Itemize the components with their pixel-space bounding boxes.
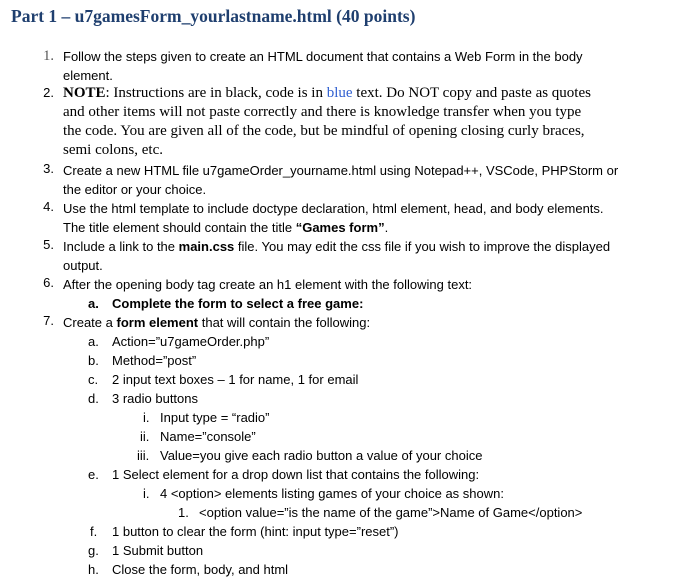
substep-text: Close the form, body, and html	[112, 562, 289, 577]
step-number: 7.	[43, 313, 54, 328]
blue-word: blue	[326, 85, 353, 101]
substep-letter: e.	[88, 467, 99, 482]
step-number: 4.	[43, 199, 54, 214]
step-text	[63, 84, 591, 103]
step-text: Follow the steps given to create an HTML document that contains a Web Form in the body	[63, 49, 583, 64]
substep-letter: d.	[88, 391, 99, 406]
note-label: NOTE	[63, 85, 106, 101]
substep-text: 1 Select element for a drop down list that contains the following:	[112, 467, 480, 482]
step-text: Create a new HTML file u7gameOrder_yourname.html using Notepad++, VSCode, PHPStorm or	[63, 163, 619, 178]
substep-letter: g.	[88, 543, 99, 558]
substep-letter: a.	[88, 334, 99, 349]
step-text: the editor or your choice.	[63, 182, 207, 197]
step-text-part: Create a	[63, 315, 117, 330]
step-text: output.	[63, 258, 103, 273]
sub-substep-text: Name=”console”	[160, 429, 256, 444]
step-text-part: : Instructions are in black, code is in	[105, 85, 327, 101]
sub-substep-number: i.	[143, 486, 150, 501]
step-text: the code. You are given all of the code, but be mindful of opening closing curly braces,	[63, 123, 585, 139]
form-element-label: form element	[116, 315, 199, 330]
step-text-part: file. You may edit the css file if you wish to improve the displayed	[234, 239, 611, 254]
step-number: 3.	[43, 161, 54, 176]
step-text-part: Include a link to the	[63, 239, 179, 254]
step-number: 6.	[43, 275, 54, 290]
step-text	[63, 313, 370, 332]
code-item-text: <option value=”is the name of the game”>Name of Game</option>	[199, 505, 583, 520]
step-number: 5.	[43, 237, 54, 252]
substep-text: Complete the form to select a free game:	[112, 296, 364, 311]
step-text-part: that will contain the following:	[198, 315, 371, 330]
step-number: 2.	[43, 85, 54, 100]
code-item-number: 1.	[178, 505, 189, 520]
substep-letter: b.	[88, 353, 99, 368]
step-text-part: text. Do NOT copy and paste as quotes	[352, 85, 591, 101]
sub-substep-text: Input type = “radio”	[160, 410, 270, 425]
substep-letter: h.	[88, 562, 99, 577]
substep-letter: c.	[88, 372, 99, 387]
css-filename: main.css	[178, 239, 235, 254]
step-text	[63, 237, 610, 256]
step-text: and other items will not paste correctly and there is knowledge transfer when you type	[63, 104, 582, 120]
step-text: element.	[63, 68, 113, 83]
substep-text: Action=”u7gameOrder.php”	[112, 334, 270, 349]
step-text	[63, 218, 388, 237]
sub-substep-number: i.	[143, 410, 150, 425]
sub-substep-text: 4 <option> elements listing games of your choice as shown:	[160, 486, 504, 501]
step-text: After the opening body tag create an h1 element with the following text:	[63, 277, 473, 292]
substep-text: 3 radio buttons	[112, 391, 199, 406]
substep-letter: a.	[88, 296, 99, 311]
sub-substep-number: iii.	[137, 448, 150, 463]
step-text: semi colons, etc.	[63, 142, 163, 158]
step-text: Use the html template to include doctype declaration, html element, head, and body elements.	[63, 201, 604, 216]
step-text-part: The title element should contain the title	[63, 220, 296, 235]
substep-text: 1 button to clear the form (hint: input type=”reset”)	[112, 524, 399, 539]
substep-text: Method=”post”	[112, 353, 197, 368]
substep-text: 1 Submit button	[112, 543, 204, 558]
step-number: 1.	[43, 48, 54, 64]
substep-text: 2 input text boxes – 1 for name, 1 for email	[112, 372, 359, 387]
page-title: Part 1 – u7gamesForm_yourlastname.html (40 points)	[11, 6, 416, 26]
title-value: “Games form”	[295, 220, 385, 235]
sub-substep-number: ii.	[140, 429, 150, 444]
step-text-part: .	[384, 220, 389, 235]
sub-substep-text: Value=you give each radio button a value of your choice	[160, 448, 483, 463]
substep-letter: f.	[90, 524, 98, 539]
